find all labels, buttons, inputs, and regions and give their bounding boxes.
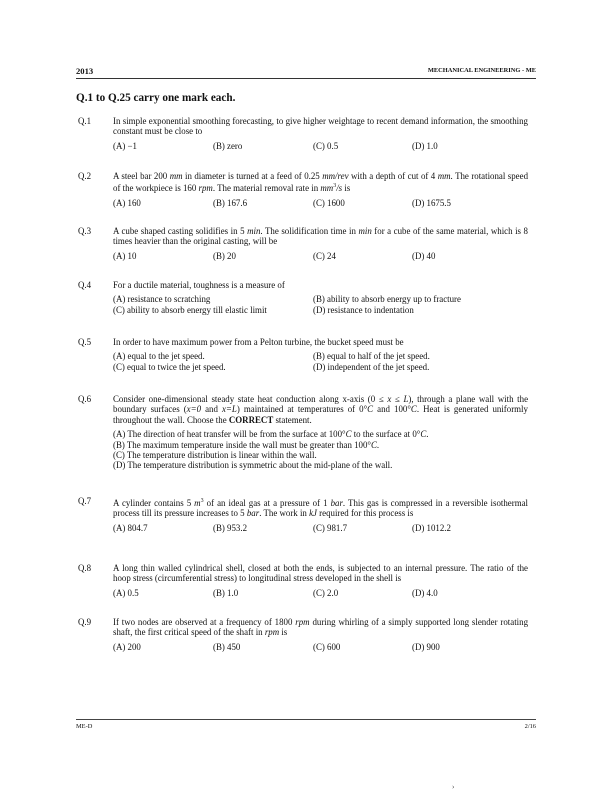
option-c: (C) equal to twice the jet speed. xyxy=(113,362,226,373)
footer-rule xyxy=(76,719,536,720)
option-c: (C) 2.0 xyxy=(313,587,339,598)
option-a: (A) 10 xyxy=(113,250,137,261)
options-row xyxy=(113,251,528,262)
option-d: (D) 1675.5 xyxy=(412,197,451,208)
option-c: (C) 600 xyxy=(313,641,341,652)
options-grid xyxy=(113,351,528,373)
option-b: (B) 450 xyxy=(213,641,241,652)
option-b: (B) The maximum temperature inside the wall must be greater than 100°C. xyxy=(113,439,380,450)
option-d: (D) independent of the jet speed. xyxy=(313,362,430,373)
option-c: (C) The temperature distribution is linear within the wall. xyxy=(113,450,317,460)
option-b: (B) zero xyxy=(213,140,243,151)
question-text: A cube shaped casting solidifies in 5 min. The solidification time in min for a cube of the same material, which is 8 times heavier than the original casting, will be xyxy=(113,226,528,247)
option-a: (A) 160 xyxy=(113,197,141,208)
option-c: (C) 1600 xyxy=(313,197,345,208)
question-text: Consider one-dimensional steady state heat conduction along x-axis (0 ≤ x ≤ L), through a plane wall with the boundary surfaces (x=0 and x=L) maintained at temperatures of 0°C and 100°C. Heat is generated uniformly throughout the wall. Choose the CORRECT statement. xyxy=(113,394,529,425)
option-c: (C) 981.7 xyxy=(313,522,348,533)
option-d: (D) 40 xyxy=(412,250,436,261)
question-text: For a ductile material, toughness is a measure of xyxy=(113,280,285,290)
option-a: (A) 0.5 xyxy=(113,587,139,598)
question-number: Q.3 xyxy=(78,226,92,236)
option-b: (B) 1.0 xyxy=(213,587,239,598)
question-text: In order to have maximum power from a Pelton turbine, the bucket speed must be xyxy=(113,337,404,347)
options-row xyxy=(113,198,528,209)
question-text: In simple exponential smoothing forecasting, to give higher weightage to recent demand information, the smoothing constant must be close to xyxy=(113,116,528,137)
option-b: (B) ability to absorb energy up to fracture xyxy=(313,294,461,305)
options-row xyxy=(113,588,528,599)
question-text: A cylinder contains 5 $m^3$ of an ideal gas at a pressure of 1 bar. This gas is compressed in a reversible isothermal process till its pressure increases to 5 bar. The work in kJ required for this process is xyxy=(113,497,529,519)
footer-page-number: 2/16 xyxy=(524,723,536,730)
options-row xyxy=(113,141,528,152)
options-row xyxy=(113,642,528,653)
question-number: Q.4 xyxy=(78,280,92,290)
option-b: (B) equal to half of the jet speed. xyxy=(313,351,430,362)
options-grid xyxy=(113,294,528,316)
option-d: (D) 4.0 xyxy=(412,587,438,598)
options-row xyxy=(113,523,528,534)
question-number: Q.7 xyxy=(78,496,92,506)
option-a: (A) The direction of heat transfer will be from the surface at 100°C to the surface at 0°C. xyxy=(113,429,429,440)
section-title: Q.1 to Q.25 carry one mark each. xyxy=(76,92,236,104)
option-d: (D) 900 xyxy=(412,641,440,652)
option-c: (C) ability to absorb energy till elastic limit xyxy=(113,305,267,316)
question-number: Q.1 xyxy=(78,116,92,126)
option-d: (D) 1.0 xyxy=(412,140,438,151)
question-text: A steel bar 200 mm in diameter is turned at a feed of 0.25 mm/rev with a depth of cut of 4 mm. The rotational speed of the workpiece is 160 rpm. The material removal rate in $mm^3/s$ is xyxy=(113,171,529,194)
question-number: Q.8 xyxy=(78,563,92,573)
option-d: (D) 1012.2 xyxy=(412,522,451,533)
option-d: (D) resistance to indentation xyxy=(313,305,414,316)
option-a: (A) equal to the jet speed. xyxy=(113,351,205,362)
scan-mark-icon: › xyxy=(452,783,455,791)
option-d: (D) The temperature distribution is symmetric about the mid-plane of the wall. xyxy=(113,460,393,471)
option-b: (B) 20 xyxy=(213,250,236,261)
question-number: Q.5 xyxy=(78,337,92,347)
option-a: (A) −1 xyxy=(113,140,137,151)
question-text: If two nodes are observed at a frequency of 1800 rpm during whirling of a simply supported long slender rotating shaft, the first critical speed of the shaft in rpm is xyxy=(113,617,529,638)
header-subject: MECHANICAL ENGINEERING - ME xyxy=(427,67,536,74)
footer-code: ME-D xyxy=(76,723,93,730)
options-list xyxy=(113,429,528,471)
option-a: (A) 200 xyxy=(113,641,141,652)
option-b: (B) 953.2 xyxy=(213,522,248,533)
option-b: (B) 167.6 xyxy=(213,197,248,208)
option-c: (C) 24 xyxy=(313,250,336,261)
option-a: (A) resistance to scratching xyxy=(113,294,211,305)
question-number: Q.9 xyxy=(78,617,92,627)
question-number: Q.6 xyxy=(78,394,92,404)
question-text: A long thin walled cylindrical shell, closed at both the ends, is subjected to an internal pressure. The ratio of the hoop stress (circumferential stress) to longitudinal stress developed in the shell is xyxy=(113,563,528,584)
question-number: Q.2 xyxy=(78,171,92,181)
header-year: 2013 xyxy=(76,66,94,76)
header-rule xyxy=(76,78,536,79)
option-a: (A) 804.7 xyxy=(113,522,148,533)
option-c: (C) 0.5 xyxy=(313,140,339,151)
